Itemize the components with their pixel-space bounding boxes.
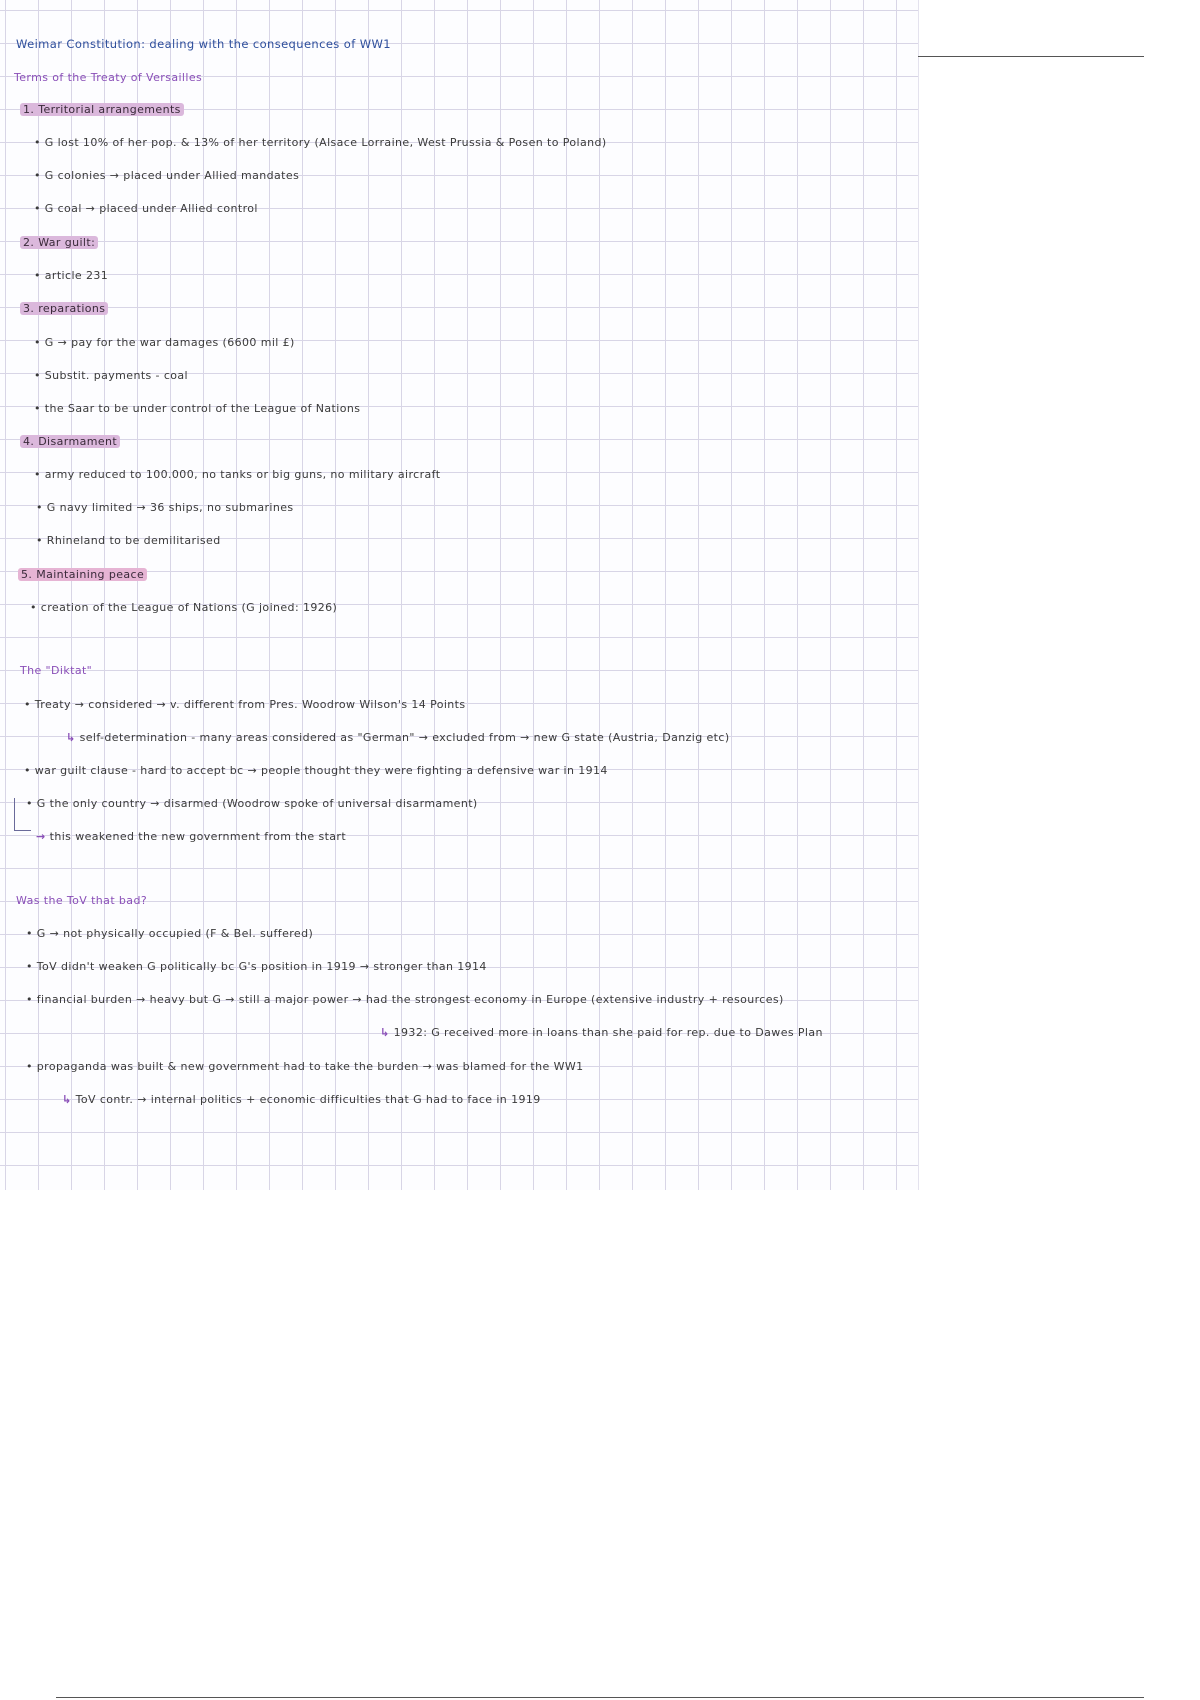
list-item: • Treaty → considered → v. different from Pres. Woodrow Wilson's 14 Points: [24, 698, 466, 711]
subheading-disarmament: 4. Disarmament: [20, 435, 120, 449]
list-item: • G the only country → disarmed (Woodrow spoke of universal disarmament): [26, 797, 478, 810]
return-arrow-icon: ↳: [62, 1093, 72, 1106]
list-item: • war guilt clause - hard to accept bc → people thought they were fighting a defensive war in 1914: [24, 764, 608, 777]
list-item: • Substit. payments - coal: [34, 369, 188, 382]
list-item-sub: ↳ 1932: G received more in loans than she paid for rep. due to Dawes Plan: [380, 1026, 823, 1039]
page-rule-bottom: [56, 1697, 1144, 1698]
list-item: • G coal → placed under Allied control: [34, 202, 258, 215]
page-title: Weimar Constitution: dealing with the consequences of WW1: [16, 37, 391, 51]
list-item: • G lost 10% of her pop. & 13% of her territory (Alsace Lorraine, West Prussia & Posen to Poland): [34, 136, 607, 149]
list-item: • Rhineland to be demilitarised: [36, 534, 221, 547]
list-item: • propaganda was built & new government had to take the burden → was blamed for the WW1: [26, 1060, 584, 1073]
subheading-territorial: 1. Territorial arrangements: [20, 103, 184, 117]
section-heading-tov: Was the ToV that bad?: [16, 894, 148, 907]
subheading-war-guilt: 2. War guilt:: [20, 236, 98, 250]
list-item: • G → not physically occupied (F & Bel. suffered): [26, 927, 314, 940]
list-item-sub: ↳ self-determination - many areas considered as "German" → excluded from → new G state (Austria, Danzig etc): [66, 731, 730, 744]
return-arrow-icon: ↳: [66, 731, 76, 744]
section-heading-terms: Terms of the Treaty of Versailles: [14, 71, 203, 84]
list-item: • article 231: [34, 269, 109, 282]
list-item: • creation of the League of Nations (G joined: 1926): [30, 601, 338, 614]
list-item-sub: → this weakened the new government from the start: [36, 830, 347, 843]
arrow-icon: →: [36, 830, 46, 843]
list-item: • G colonies → placed under Allied mandates: [34, 169, 300, 182]
subheading-reparations: 3. reparations: [20, 302, 108, 316]
return-arrow-icon: ↳: [380, 1026, 390, 1039]
section-heading-diktat: The "Diktat": [20, 664, 93, 677]
list-item: • G navy limited → 36 ships, no submarines: [36, 501, 294, 514]
subheading-maintaining-peace: 5. Maintaining peace: [18, 568, 147, 582]
list-item: • army reduced to 100.000, no tanks or big guns, no military aircraft: [34, 468, 441, 481]
page-rule-top: [918, 56, 1144, 57]
list-item: • the Saar to be under control of the League of Nations: [34, 402, 361, 415]
list-item: • financial burden → heavy but G → still a major power → had the strongest economy in Europe (extensive industry + resources): [26, 993, 784, 1006]
list-item: • G → pay for the war damages (6600 mil £): [34, 336, 295, 349]
list-item: • ToV didn't weaken G politically bc G's position in 1919 → stronger than 1914: [26, 960, 487, 973]
list-item-sub: ↳ ToV contr. → internal politics + economic difficulties that G had to face in 1919: [62, 1093, 541, 1106]
